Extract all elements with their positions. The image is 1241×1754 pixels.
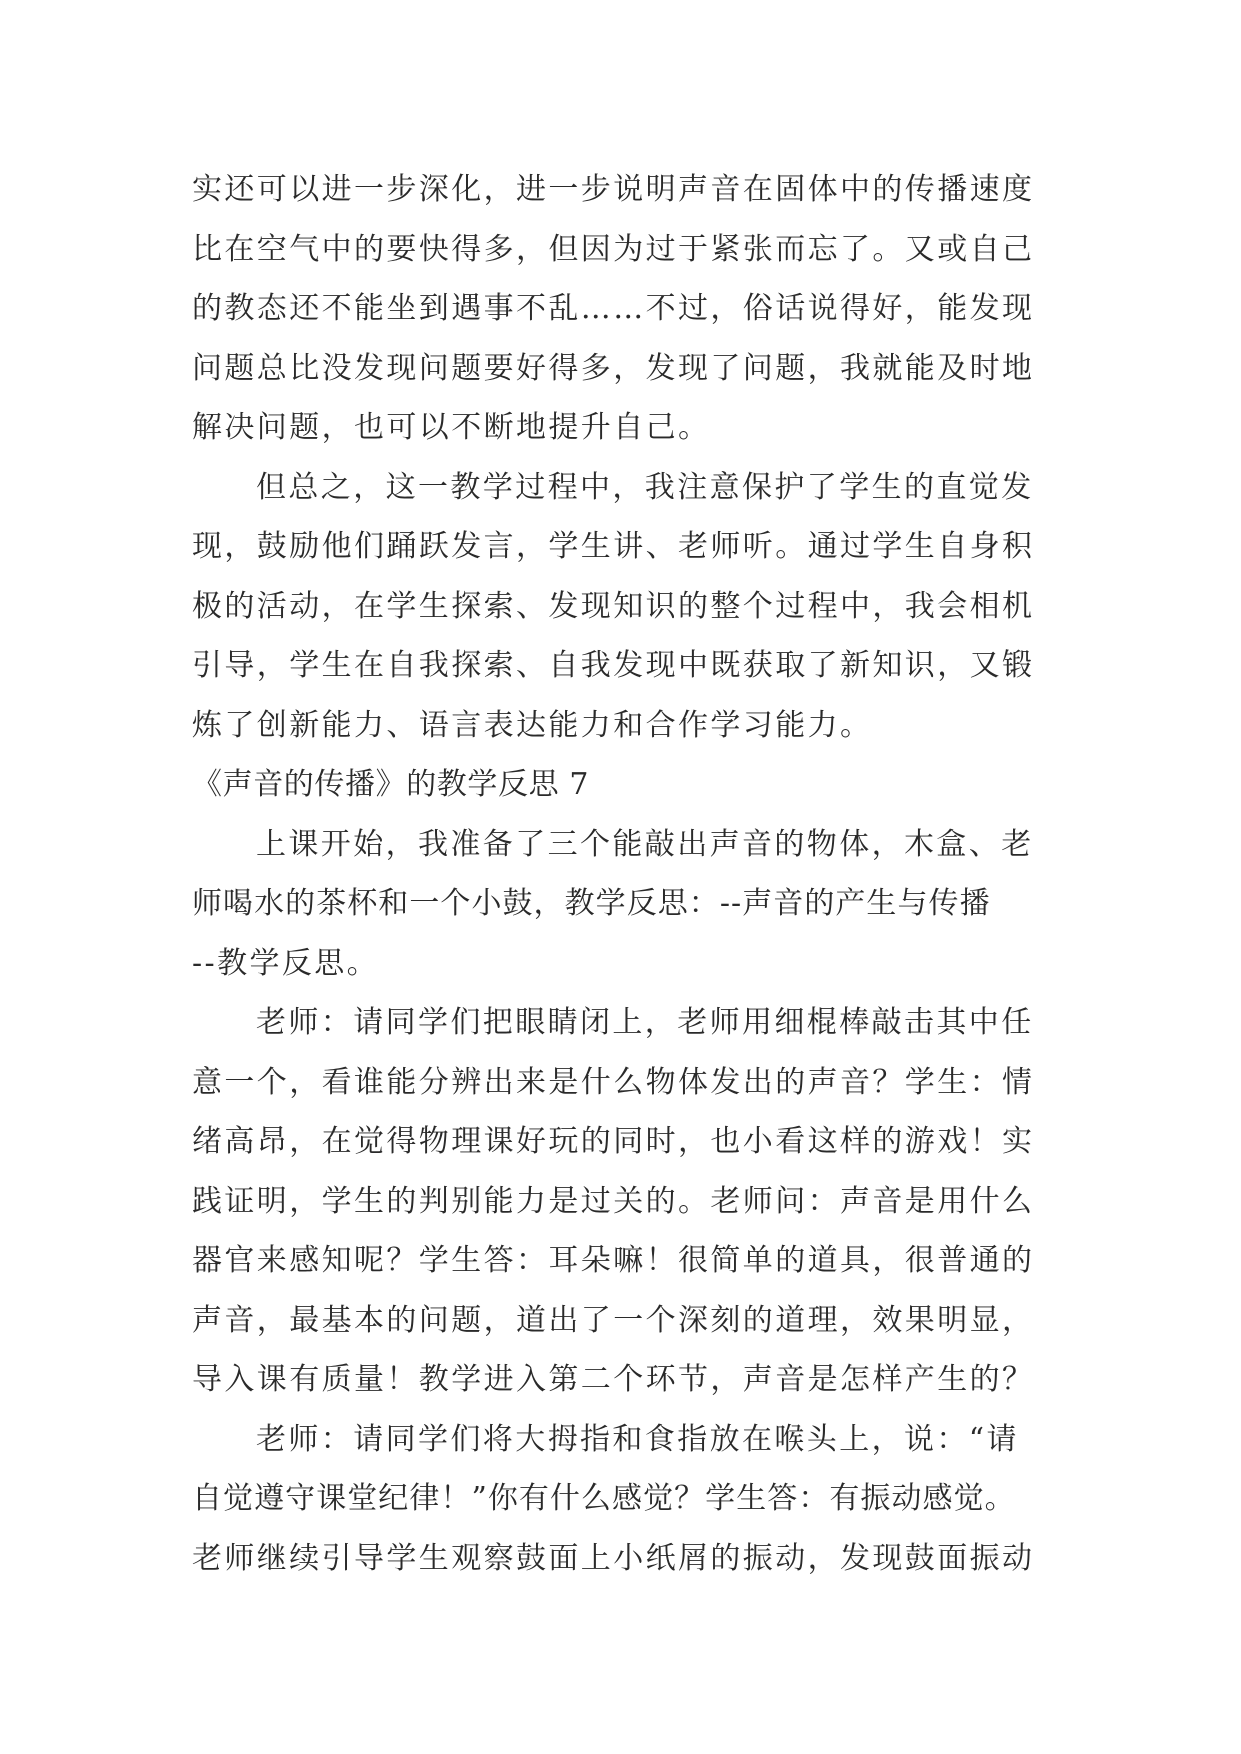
text-line: 炼了创新能力、语言表达能力和合作学习能力。 [192,707,873,743]
text-line: 解决问题，也可以不断地提升自己。 [192,410,711,445]
text-line: 现，鼓励他们踊跃发言，学生讲、老师听。通过学生自身积 [192,529,1035,564]
paragraph-start-line: 但总之，这一教学过程中，我注意保护了学生的直觉发 [256,469,1034,505]
text-line: 器官来感知呢？学生答：耳朵嘛！很简单的道具，很普通的 [192,1243,1035,1278]
text-line: 引导，学生在自我探索、自我发现中既获取了新知识，又锻 [192,648,1035,683]
text-line: 极的活动，在学生探索、发现知识的整个过程中，我会相机 [192,588,1035,624]
text-line: 实还可以进一步深化，进一步说明声音在固体中的传播速度 [192,172,1035,207]
text-line: 的教态还不能坐到遇事不乱……不过，俗话说得好，能发现 [192,291,1035,326]
text-line: 问题总比没发现问题要好得多，发现了问题，我就能及时地 [192,350,1035,386]
paragraph-start-line: 上课开始，我准备了三个能敲出声音的物体，木盒、老 [256,826,1034,862]
text-line: --教学反思。 [192,945,380,981]
text-line: 老师继续引导学生观察鼓面上小纸屑的振动，发现鼓面振动 [192,1540,1035,1576]
text-line: 导入课有质量！教学进入第二个环节，声音是怎样产生的？ [192,1362,1035,1397]
text-line: 声音，最基本的问题，道出了一个深刻的道理，效果明显， [192,1302,1035,1338]
text-line: 践证明，学生的判别能力是过关的。老师问：声音是用什么 [192,1183,1035,1219]
paragraph-start-line: 老师：请同学们将大拇指和食指放在喉头上，说：“请 [256,1421,1019,1457]
text-line: 师喝水的茶杯和一个小鼓，教学反思：--声音的产生与传播 [192,886,991,921]
paragraph-start-line: 老师：请同学们把眼睛闭上，老师用细棍棒敲击其中任 [256,1005,1034,1040]
text-line: 绪高昂，在觉得物理课好玩的同时，也小看这样的游戏！实 [192,1124,1035,1159]
section-title: 《声音的传播》的教学反思 7 [192,767,590,802]
text-line: 自觉遵守课堂纪律！”你有什么感觉？学生答：有振动感觉。 [192,1481,1016,1516]
text-line: 意一个，看谁能分辨出来是什么物体发出的声音？学生：情 [192,1064,1035,1100]
text-line: 比在空气中的要快得多，但因为过于紧张而忘了。又或自己 [192,231,1035,267]
body-text [192,160,1072,1588]
